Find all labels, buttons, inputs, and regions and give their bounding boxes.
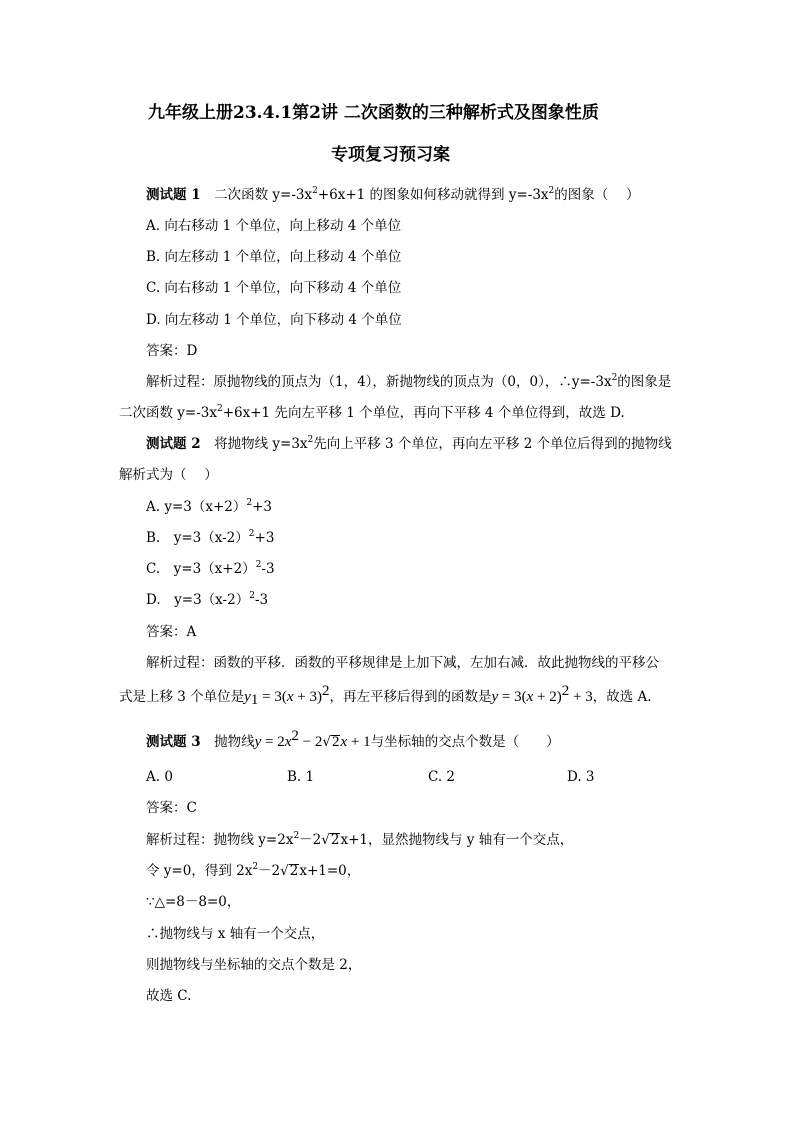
- sqrt-icon: √: [280, 863, 289, 879]
- formula-parabola: $y = 2x^2 - 2√2x + 1$: [254, 728, 371, 750]
- formula-y1: $y_1 = 3(x + 3)^2$: [244, 683, 330, 708]
- question-3-analysis-line-3: ∵△=8－8=0，: [146, 894, 241, 910]
- question-1-option-c: C. 向右移动 1 个单位，向下移动 4 个单位: [146, 280, 402, 296]
- question-3-answer: 答案：C: [146, 800, 197, 816]
- question-2-option-a: A. $y=3(x+2)^2+3$: [146, 498, 273, 515]
- question-2-label: 测试题 2: [146, 436, 201, 452]
- question-3-stem: 测试题 3 抛物线$y = 2x^2 - 2√2x + 1$与坐标轴的交点个数是（ ）: [146, 728, 560, 750]
- question-1-label: 测试题 1: [146, 187, 201, 203]
- question-1-answer: 答案：D: [146, 343, 198, 359]
- question-2-analysis-line-2: 式是上移 3 个单位是$y_1 = 3(x + 3)^2$，再左平移后得到的函数是$y = 3(x + 2)^2 + 3$，故选 A.: [119, 683, 652, 708]
- question-1-stem: 测试题 1 二次函数 $y=-3x^2+6x+1$ 的图象如何移动就得到 $y=-3x^2$的图象（ ）: [146, 186, 640, 203]
- question-3-option-b: B. 1: [287, 769, 315, 785]
- sqrt-icon: √: [321, 832, 330, 848]
- question-2-answer: 答案：A: [146, 624, 197, 640]
- question-3-analysis-line-5: 则抛物线与坐标轴的交点个数是 2，: [146, 957, 362, 973]
- question-1-option-d: D. 向左移动 1 个单位，向下移动 4 个单位: [146, 312, 402, 328]
- question-2-analysis-line-1: 解析过程：函数的平移．函数的平移规律是上加下减，左加右减．故此抛物线的平移公: [146, 655, 659, 671]
- question-1-analysis-line-1: 解析过程：原抛物线的顶点为（1，4），新抛物线的顶点为（0，0），$\therefore y=-3x^2$的图象是: [146, 373, 672, 390]
- question-3-option-d: D. 3: [567, 769, 595, 785]
- question-3-analysis-line-4: ∴抛物线与 x 轴有一个交点，: [146, 926, 325, 942]
- question-3-analysis-line-6: 故选 C.: [146, 988, 192, 1004]
- question-2-option-d: D. $y=3(x-2)^2-3$: [146, 591, 269, 608]
- question-3-analysis-line-1: 解析过程：抛物线 $y=2x^2-2√2x+1$，显然抛物线与 y 轴有一个交点，: [146, 831, 574, 848]
- page-title: 九年级上册23.4.1第2讲 二次函数的三种解析式及图象性质: [148, 103, 599, 123]
- question-1-option-a: A. 向右移动 1 个单位，向上移动 4 个单位: [146, 218, 402, 234]
- sqrt-icon: √: [322, 734, 331, 750]
- question-1-analysis-line-2: 二次函数 $y=-3x^2+6x+1$ 先向左平移 1 个单位，再向下平移 4 个单位得到，故选 D.: [119, 404, 625, 421]
- question-2-stem-line-2: 解析式为（ ）: [119, 467, 218, 483]
- page-subtitle: 专项复习预习案: [331, 145, 450, 165]
- question-3-label: 测试题 3: [146, 734, 201, 750]
- question-3-analysis-line-2: 令 y=0，得到 $2x^2-2√2x+1=0$，: [146, 862, 361, 879]
- question-2-option-c: C. $y=3(x+2)^2-3$: [146, 560, 275, 577]
- question-3-option-a: A. 0: [146, 769, 173, 785]
- question-2-option-b: B. $y=3(x-2)^2+3$: [146, 529, 275, 546]
- question-2-stem: 测试题 2 将抛物线 $y=3x^2$先向上平移 3 个单位，再向左平移 2 个单位后得到的抛物线: [146, 435, 672, 452]
- question-3-option-c: C. 2: [428, 769, 456, 785]
- question-1-option-b: B. 向左移动 1 个单位，向上移动 4 个单位: [146, 249, 402, 265]
- formula-y: $y = 3(x + 2)^2 + 3$: [491, 683, 593, 705]
